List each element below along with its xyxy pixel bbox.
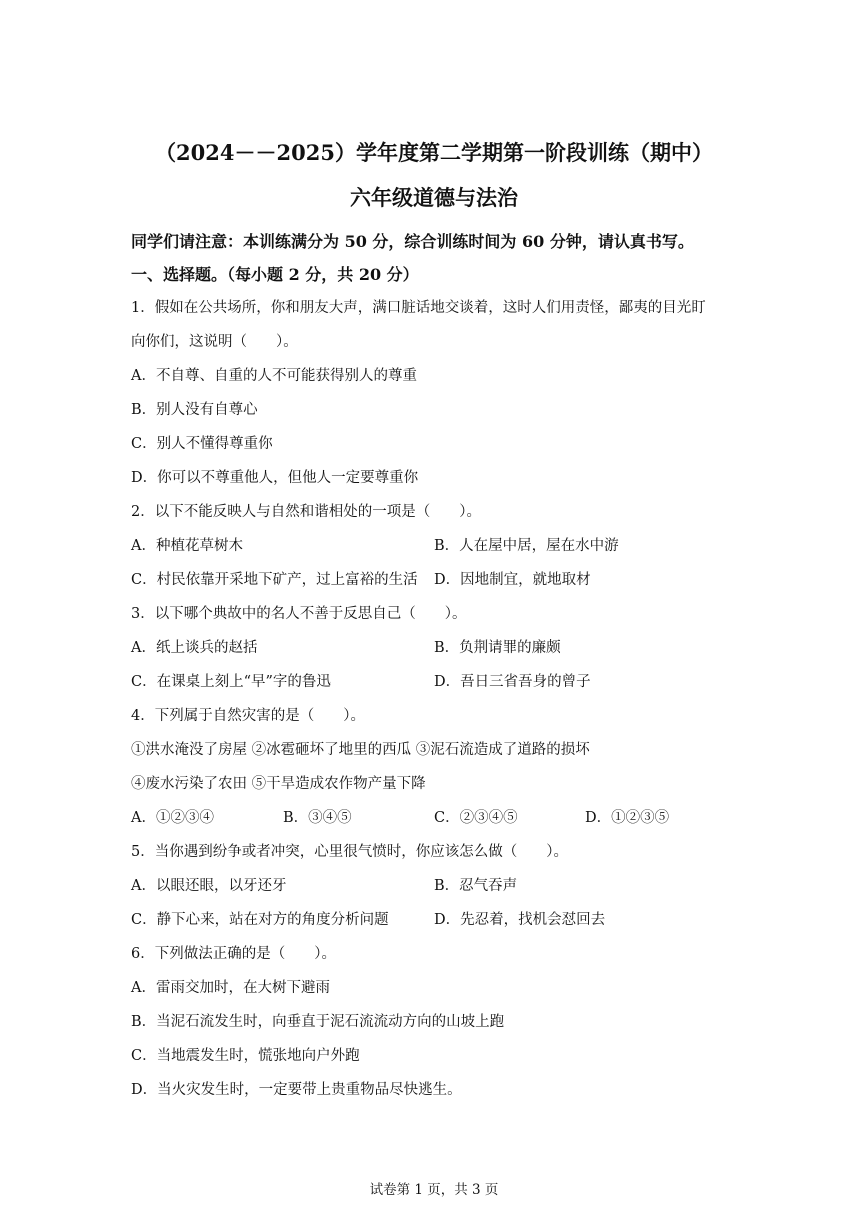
question-3-option-b: B．负荆请罪的廉颇 (434, 640, 561, 656)
question-1-stem-cont: 向你们，这说明（ ）。 (131, 334, 298, 350)
question-6-option-b: B．当泥石流发生时，向垂直于泥石流流动方向的山坡上跑 (131, 1014, 505, 1030)
question-1-option-b: B．别人没有自尊心 (131, 402, 258, 418)
question-1-option-a: A．不自尊、自重的人不可能获得别人的尊重 (131, 368, 417, 384)
question-6-option-a: A．雷雨交加时，在大树下避雨 (131, 980, 330, 996)
exam-notice: 同学们请注意：本训练满分为 50 分，综合训练时间为 60 分钟，请认真书写。 (131, 232, 694, 251)
question-5-option-b: B．忍气吞声 (434, 878, 518, 894)
question-1-option-c: C．别人不懂得尊重你 (131, 436, 273, 452)
question-5-stem: 5．当你遇到纷争或者冲突，心里很气愤时，你应该怎么做（ ）。 (131, 844, 568, 860)
question-2-option-a: A．种植花草树木 (131, 538, 243, 554)
question-4-stem: 4．下列属于自然灾害的是（ ）。 (131, 708, 365, 724)
question-4-option-b: B．③④⑤ (283, 810, 352, 826)
question-4-items-line2: ④废水污染了农田 ⑤干旱造成农作物产量下降 (131, 776, 426, 792)
exam-title: （2024－－2025）学年度第二学期第一阶段训练（期中） (155, 140, 713, 165)
question-2-stem: 2．以下不能反映人与自然和谐相处的一项是（ ）。 (131, 504, 481, 520)
question-2-option-d: D．因地制宜，就地取材 (434, 572, 591, 588)
question-6-stem: 6．下列做法正确的是（ ）。 (131, 946, 336, 962)
question-3-stem: 3．以下哪个典故中的名人不善于反思自己（ ）。 (131, 606, 467, 622)
question-5-option-c: C．静下心来，站在对方的角度分析问题 (131, 912, 389, 928)
question-5-option-d: D．先忍着，找机会怼回去 (434, 912, 606, 928)
question-6-option-c: C．当地震发生时，慌张地向户外跑 (131, 1048, 360, 1064)
question-6-option-d: D．当火灾发生时，一定要带上贵重物品尽快逃生。 (131, 1082, 462, 1098)
question-4-option-d: D．①②③⑤ (585, 810, 670, 826)
question-4-option-a: A．①②③④ (131, 810, 214, 826)
question-3-option-c: C．在课桌上刻上“早”字的鲁迅 (131, 674, 331, 690)
question-5-option-a: A．以眼还眼，以牙还牙 (131, 878, 287, 894)
question-2-option-c: C．村民依靠开采地下矿产，过上富裕的生活 (131, 572, 418, 588)
question-3-option-a: A．纸上谈兵的赵括 (131, 640, 258, 656)
question-2-option-b: B．人在屋中居，屋在水中游 (434, 538, 619, 554)
question-1-stem: 1．假如在公共场所，你和朋友大声，满口脏话地交谈着，这时人们用责怪，鄙夷的目光盯 (131, 300, 706, 316)
section-heading-choice: 一、选择题。（每小题 2 分，共 20 分） (131, 265, 419, 284)
question-4-option-c: C．②③④⑤ (434, 810, 518, 826)
question-3-option-d: D．吾日三省吾身的曾子 (434, 674, 591, 690)
question-1-option-d: D．你可以不尊重他人，但他人一定要尊重你 (131, 470, 419, 486)
exam-subject: 六年级道德与法治 (350, 185, 518, 210)
question-4-items-line1: ①洪水淹没了房屋 ②冰雹砸坏了地里的西瓜 ③泥石流造成了道路的损坏 (131, 742, 590, 758)
page-footer: 试卷第 1 页，共 3 页 (369, 1182, 499, 1198)
